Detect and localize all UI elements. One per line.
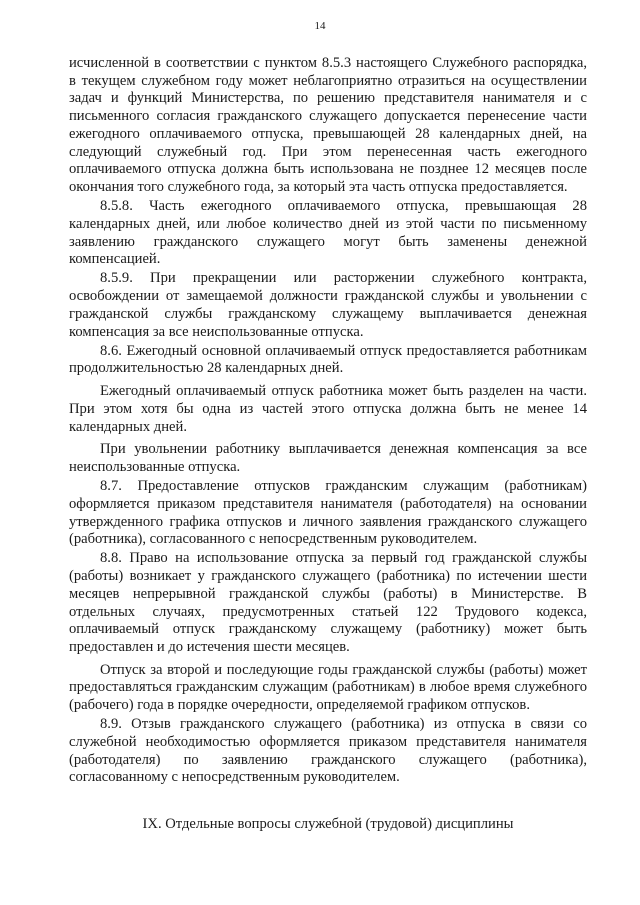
paragraph-8-5-9: 8.5.9. При прекращении или расторжении служебного контракта, освобождении от замещаемой должности гражданской службы и увольнении с гражданской службы гражданскому служащему выплачивается денежная компенсация за все неиспользованные отпуска. [69, 270, 587, 340]
section-heading: IX. Отдельные вопросы служебной (трудовой) дисциплины [142, 816, 514, 832]
page-number: 14 [314, 20, 326, 32]
paragraph-8-7: 8.7. Предоставление отпусков гражданским служащим (работникам) оформляется приказом представителя нанимателя (работодателя) на основании утвержденного графика отпусков и личного заявления гражданского служащего (работника), согласованного с непосредственным руководителем. [69, 478, 587, 548]
paragraph-vacation-split: Ежегодный оплачиваемый отпуск работника может быть разделен на части. При этом хотя бы одна из частей этого отпуска должна быть не менее 14 календарных дней. [69, 383, 587, 435]
paragraph-subsequent-years: Отпуск за второй и последующие годы гражданской службы (работы) может предоставляться гражданским служащим (работникам) в любое время служебного (рабочего) года в порядке очередности, определяемой графиком отпусков. [69, 661, 587, 714]
paragraph-8-9: 8.9. Отзыв гражданского служащего (работника) из отпуска в связи со служебной необходимостью оформляется приказом представителя нанимателя (работодателя) по заявлению гражданского служащего (работника), согласованному с непосредственным руководителем. [69, 716, 587, 786]
paragraph-8-6: 8.6. Ежегодный основной оплачиваемый отпуск предоставляется работникам продолжительностью 28 календарных дней. [69, 342, 587, 377]
paragraph-8-8: 8.8. Право на использование отпуска за первый год гражданской службы (работы) возникает у гражданского служащего (работника) по истечении шести месяцев непрерывной гражданской службы (работы) в Министерстве. В отдельных случаях, предусмотренных статьей 122 Трудового кодекса, оплачиваемый отпуск гражданскому служащему (работнику) может быть предоставлен и до истечения шести месяцев. [69, 550, 587, 655]
document-body [69, 55, 587, 789]
paragraph-continuation: исчисленной в соответствии с пунктом 8.5.3 настоящего Служебного распорядка, в текущем служебном году может неблагоприятно отразиться на осуществлении задач и функций Министерства, по решению представителя нанимателя и с письменного согласия гражданского служащего допускается перенесение части ежегодного оплачиваемого отпуска, превышающей 28 календарных дней, на следующий служебный год. При этом перенесенная часть ежегодного оплачиваемого отпуска должна быть использована не позднее 12 месяцев после окончания того служебного года, за который эта часть отпуска предоставляется. [69, 55, 587, 195]
paragraph-dismissal-compensation: При увольнении работнику выплачивается денежная компенсация за все неиспользованные отпуска. [69, 441, 587, 475]
paragraph-8-5-8: 8.5.8. Часть ежегодного оплачиваемого отпуска, превышающая 28 календарных дней, или любое количество дней из этой части по письменному заявлению гражданского служащего могут быть заменены денежной компенсацией. [69, 198, 587, 268]
